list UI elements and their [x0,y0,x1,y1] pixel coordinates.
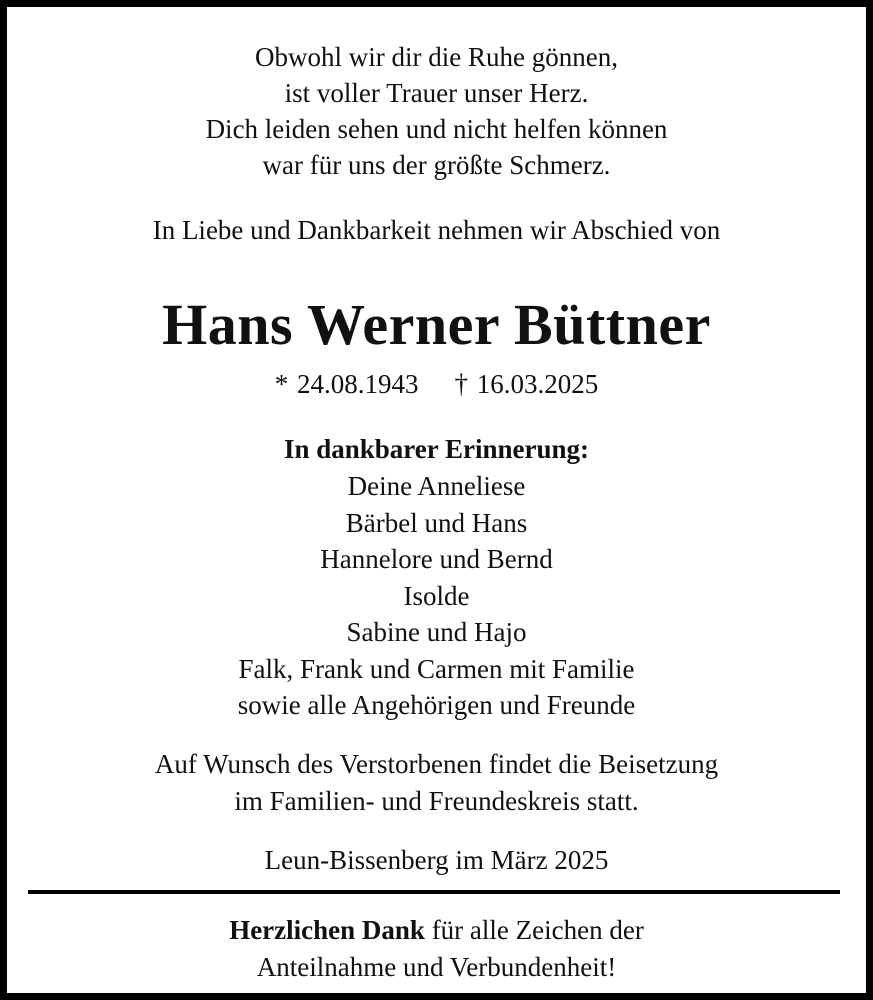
poem-line: ist voller Trauer unser Herz. [284,78,589,108]
mourner-name: Bärbel und Hans [345,508,528,538]
mourner-name: sowie alle Angehörigen und Freunde [237,690,636,720]
thanks-line [7,915,866,946]
poem-line: Obwohl wir dir die Ruhe gönnen, [255,42,618,72]
deceased-name: Hans Werner Büttner [162,292,711,357]
mourner-name: Isolde [403,581,470,611]
thanks-bold: Herzlichen Dank [229,915,425,945]
poem-line: Dich leiden sehen und nicht helfen können [205,114,668,144]
birth-date: * 24.08.1943 [274,369,419,399]
mourner-name: Sabine und Hajo [346,617,527,647]
mourner-name: Hannelore und Bernd [320,544,553,574]
thanks-rest: für alle Zeichen der [424,915,644,945]
notice-line: Auf Wunsch des Verstorbenen findet die Beisetzung [154,749,719,779]
divider [28,890,840,894]
mourners-heading: In dankbarer Erinnerung: [283,434,590,464]
life-dates [7,369,866,400]
thanks-line-2: Anteilnahme und Verbundenheit! [256,952,617,982]
intro-text: In Liebe und Dankbarkeit nehmen wir Abschied von [152,215,721,245]
mourner-name: Deine Anneliese [347,471,526,501]
poem-line: war für uns der größte Schmerz. [262,150,611,180]
place-date: Leun-Bissenberg im März 2025 [264,845,609,875]
mourner-name: Falk, Frank und Carmen mit Familie [238,654,635,684]
notice-line: im Familien- und Freundeskreis statt. [234,786,639,816]
death-date: † 16.03.2025 [454,369,599,399]
